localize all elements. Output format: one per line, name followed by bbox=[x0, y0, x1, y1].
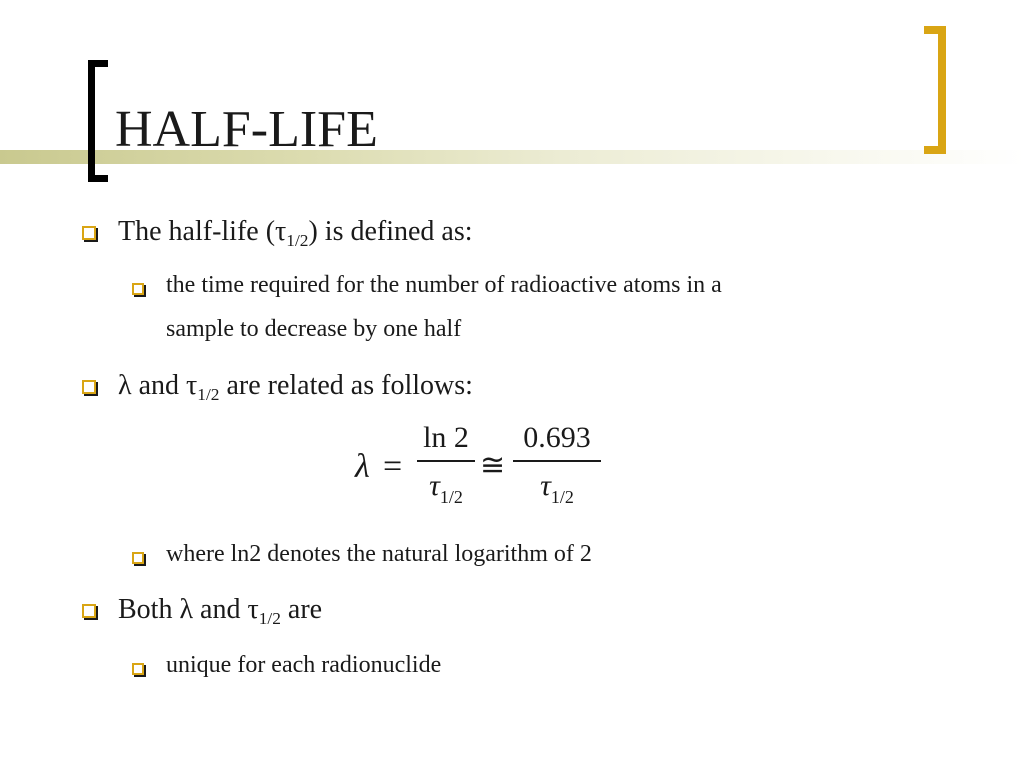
fraction-denominator: $\tau_{1/2}$ bbox=[429, 469, 463, 507]
square-bullet-icon bbox=[82, 226, 96, 240]
square-bullet-icon bbox=[132, 663, 144, 675]
bullet-definition bbox=[82, 215, 473, 249]
square-bullet-icon bbox=[82, 380, 96, 394]
sub-bullet-unique-radionuclide bbox=[132, 653, 441, 687]
right-bracket-decoration bbox=[924, 26, 946, 154]
subscript: 1/2 bbox=[258, 609, 281, 629]
equation-equals: = bbox=[383, 448, 403, 485]
bullet-relation bbox=[82, 369, 473, 403]
fraction-bar bbox=[417, 460, 475, 462]
slide-title: HALF-LIFE bbox=[115, 101, 378, 158]
fraction-bar bbox=[513, 460, 601, 462]
subscript: 1/2 bbox=[197, 385, 220, 405]
bullet-text: Both λ and $\tau_{1/2}$ are bbox=[118, 594, 323, 629]
subscript: 1/2 bbox=[286, 231, 309, 251]
fraction-denominator: $\tau_{1/2}$ bbox=[540, 469, 574, 507]
equation-lambda: λ bbox=[355, 448, 370, 485]
bullet-text: The half-life $(\tau_{1/2})$ is defined as: bbox=[118, 216, 473, 251]
left-bracket-decoration bbox=[88, 60, 108, 182]
bullet-text: where ln2 denotes the natural logarithm of 2 bbox=[166, 541, 592, 567]
bullet-text: λ and $\tau_{1/2}$ are related as follows: bbox=[118, 370, 473, 405]
equation-approx: ≅ bbox=[480, 449, 506, 482]
bullet-uniqueness bbox=[82, 593, 322, 627]
half-life-equation bbox=[355, 418, 615, 524]
bullet-text: unique for each radionuclide bbox=[166, 652, 442, 678]
square-bullet-icon bbox=[82, 604, 96, 618]
sub-bullet-definition-detail bbox=[132, 273, 722, 351]
sub-bullet-ln2-note bbox=[132, 542, 592, 576]
fraction-numerator: ln 2 bbox=[423, 421, 469, 454]
bullet-text: the time required for the number of radioactive atoms in a sample to decrease by one half bbox=[166, 272, 722, 342]
fraction-constant bbox=[513, 420, 601, 507]
square-bullet-icon bbox=[132, 552, 144, 564]
square-bullet-icon bbox=[132, 283, 144, 295]
fraction-ln2 bbox=[417, 420, 475, 507]
fraction-numerator: 0.693 bbox=[523, 421, 591, 454]
